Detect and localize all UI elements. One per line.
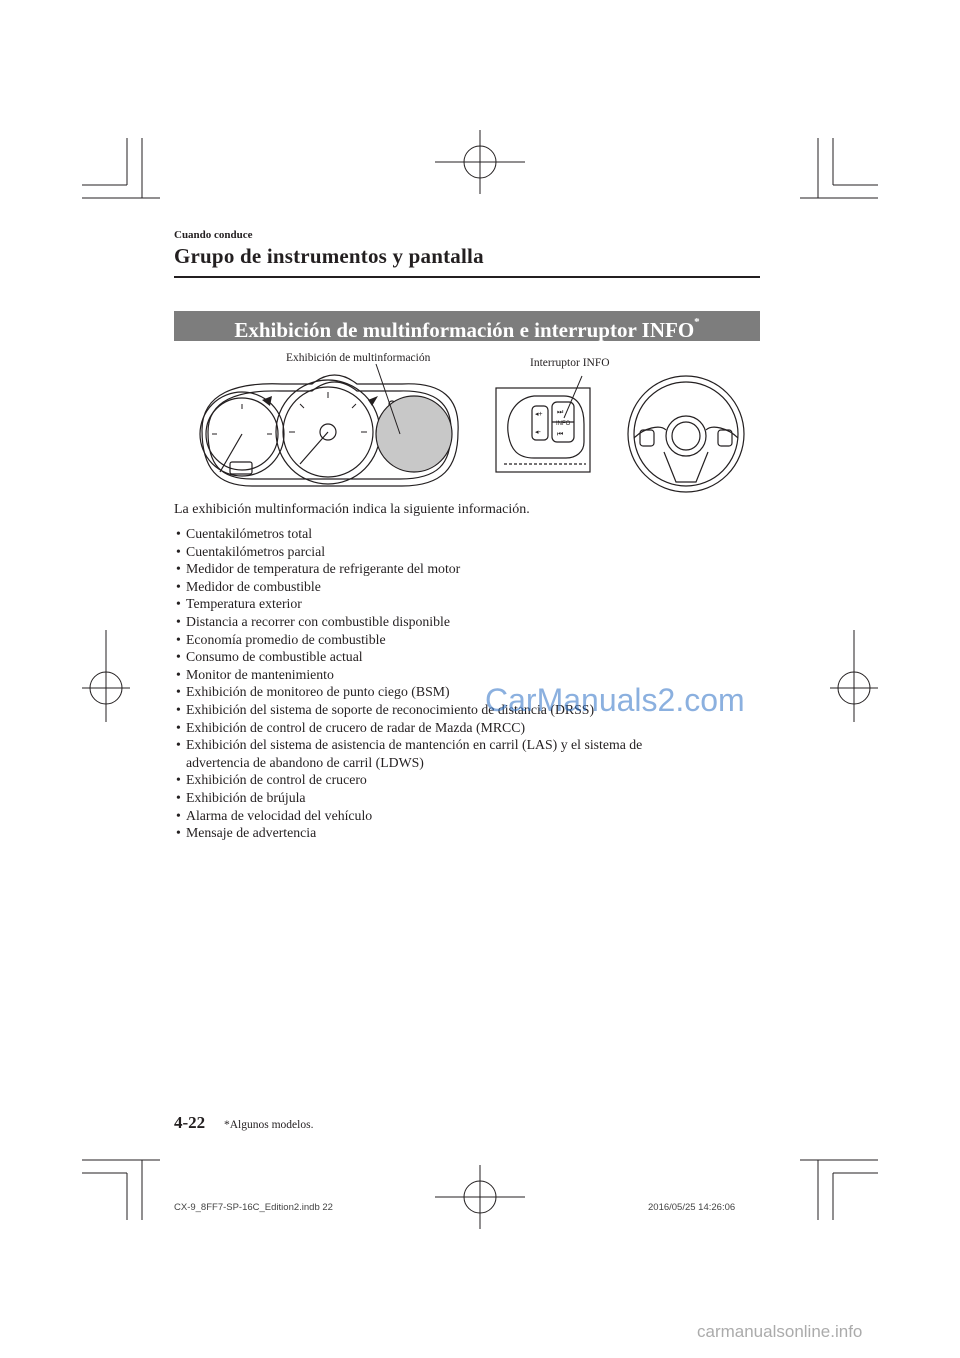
bullet: • — [176, 649, 181, 665]
svg-text:◂-: ◂- — [535, 429, 541, 436]
bullet: • — [176, 701, 181, 717]
list-item: • Alarma de velocidad del vehículo — [176, 807, 373, 823]
list-item: • Economía promedio de combustible — [176, 631, 386, 647]
bullet: • — [176, 631, 181, 647]
bullet: • — [176, 526, 181, 541]
banner-title: Exhibición de multinformación e interruptor INFO — [234, 318, 695, 342]
watermark-brand: CarManuals2.com — [485, 682, 745, 718]
bullet: • — [176, 807, 181, 823]
list-item: • Medidor de temperatura de refrigerante del motor — [176, 561, 461, 577]
list-item: • Exhibición de brújula — [176, 789, 306, 805]
list-item: • Cuentakilómetros parcial — [176, 543, 326, 559]
list-item-continuation: advertencia de abandono de carril (LDWS) — [186, 754, 424, 770]
page-title: Grupo de instrumentos y pantalla — [174, 244, 484, 268]
list-item: • Cuentakilómetros total — [176, 526, 313, 541]
bullet: • — [176, 596, 181, 612]
bullet: • — [176, 578, 181, 594]
list-item: • Distancia a recorrer con combustible disponible — [176, 613, 450, 629]
list-item: • Monitor de mantenimiento — [176, 666, 334, 682]
bullet: • — [176, 666, 181, 682]
bullet: • — [176, 789, 181, 805]
section-label: Cuando conduce — [174, 229, 253, 241]
bullet: • — [176, 543, 181, 559]
steering-switch-illustration — [494, 372, 776, 496]
figure-label-display: Exhibición de multinformación — [286, 352, 431, 364]
bullet: • — [176, 719, 181, 735]
banner-marker: * — [694, 316, 700, 328]
svg-text:⏮: ⏮ — [557, 431, 564, 438]
print-file-info: CX-9_8FF7-SP-16C_Edition2.indb 22 — [174, 1202, 333, 1213]
title-rule — [174, 276, 760, 278]
list-item: • Exhibición de monitoreo de punto ciego (BSM) — [176, 684, 450, 700]
bullet: • — [176, 561, 181, 577]
watermark-site: carmanualsonline.info — [697, 1322, 863, 1341]
print-timestamp: 2016/05/25 14:26:06 — [648, 1202, 736, 1213]
list-item: • Exhibición de control de crucero de radar de Mazda (MRCC) — [176, 719, 526, 735]
bullet: • — [176, 684, 181, 700]
list-item: • Exhibición del sistema de asistencia de mantención en carril (LAS) y el sistema de advertencia de abandono de carril (LDWS) — [176, 737, 643, 770]
list-item: • Temperatura exterior — [176, 596, 302, 612]
leader-line-display — [370, 362, 410, 436]
page-number: 4-22 — [174, 1113, 206, 1132]
list-item: • Consumo de combustible actual — [176, 649, 363, 665]
bullet: • — [176, 613, 181, 629]
bullet: • — [176, 737, 181, 753]
svg-text:⏭: ⏭ — [557, 409, 564, 416]
instrument-cluster-illustration — [192, 368, 464, 498]
bullet: • — [176, 825, 181, 841]
list-item: • Exhibición del sistema de soporte de reconocimiento de distancia (DRSS) — [176, 701, 595, 717]
switch-info-text: INFO — [556, 421, 571, 427]
list-item: • Medidor de combustible — [176, 578, 321, 594]
intro-paragraph: La exhibición multinformación indica la siguiente información. — [174, 502, 530, 517]
svg-text:◂+: ◂+ — [535, 411, 543, 418]
list-item: • Exhibición de control de crucero — [176, 772, 367, 788]
list-item: • Mensaje de advertencia — [176, 825, 317, 841]
figure-label-switch: Interruptor INFO — [530, 357, 610, 369]
section-banner — [174, 311, 760, 341]
bullet: • — [176, 772, 181, 788]
footnote: *Algunos modelos. — [224, 1119, 314, 1131]
